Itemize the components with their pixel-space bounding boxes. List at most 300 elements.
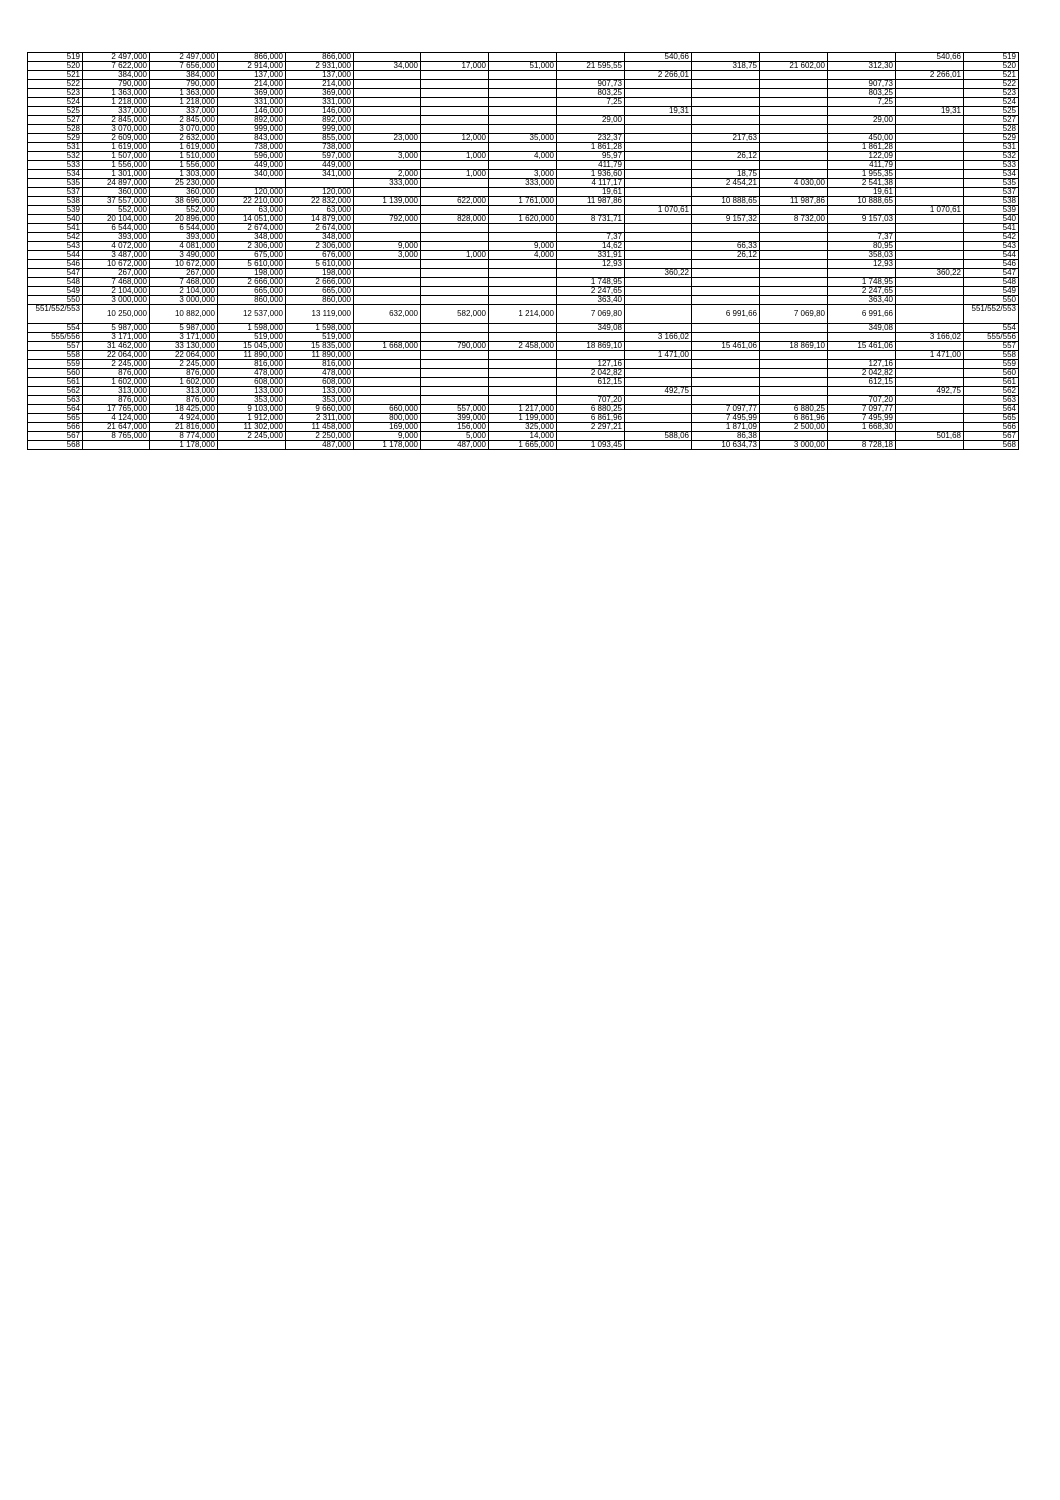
table-cell: 9,000: [489, 242, 557, 251]
table-cell: 855,000: [286, 134, 354, 143]
table-row: [28, 53, 1019, 62]
table-cell: 5 610,000: [286, 260, 354, 269]
table-cell: 2,000: [354, 170, 421, 179]
table-cell: [828, 206, 896, 215]
table-cell: [896, 305, 964, 324]
table-cell: 907,73: [557, 80, 625, 89]
table-cell: [760, 188, 828, 197]
table-cell: 35,000: [489, 134, 557, 143]
table-cell: 707,20: [557, 396, 625, 405]
table-cell: [489, 360, 557, 369]
table-cell: 792,000: [354, 215, 421, 224]
table-cell: 318,75: [692, 62, 760, 71]
table-cell: [354, 278, 421, 287]
table-cell: [760, 351, 828, 360]
table-cell: 7 656,000: [150, 62, 218, 71]
table-cell: [625, 152, 692, 161]
table-cell: [760, 89, 828, 98]
table-cell: 15 461,06: [828, 342, 896, 351]
table-cell: [692, 71, 760, 80]
table-cell: 1 363,000: [83, 89, 150, 98]
table-cell: 876,000: [150, 369, 218, 378]
table-cell: 333,000: [489, 179, 557, 188]
table-cell: 14,000: [489, 432, 557, 441]
table-cell: [489, 296, 557, 305]
table-cell: 156,000: [421, 423, 489, 432]
table-cell: 5 610,000: [218, 260, 286, 269]
table-cell: 7 468,000: [83, 278, 150, 287]
table-cell: [625, 405, 692, 414]
table-cell: 31 462,000: [83, 342, 150, 351]
table-cell: [421, 80, 489, 89]
table-cell: 2 311,000: [286, 414, 354, 423]
table-cell: [421, 387, 489, 396]
table-cell: 1 178,000: [354, 441, 421, 450]
table-cell: 133,000: [286, 387, 354, 396]
table-cell: 21 816,000: [150, 423, 218, 432]
table-cell: 3 166,02: [625, 333, 692, 342]
table-cell: 51,000: [489, 62, 557, 71]
table-cell: 527: [28, 116, 83, 125]
table-row: [28, 242, 1019, 251]
table-cell: 21 602,00: [760, 62, 828, 71]
table-cell: [421, 179, 489, 188]
table-cell: 528: [964, 125, 1019, 134]
table-cell: [692, 143, 760, 152]
table-cell: [760, 224, 828, 233]
table-cell: [218, 179, 286, 188]
table-cell: 539: [964, 206, 1019, 215]
table-cell: 544: [964, 251, 1019, 260]
table-cell: [896, 152, 964, 161]
table-cell: 803,25: [557, 89, 625, 98]
table-cell: 1 070,61: [625, 206, 692, 215]
table-cell: [692, 116, 760, 125]
table-cell: [760, 116, 828, 125]
table-cell: 2 845,000: [150, 116, 218, 125]
table-cell: [354, 53, 421, 62]
table-cell: 544: [28, 251, 83, 260]
table-cell: [760, 378, 828, 387]
table-cell: [692, 387, 760, 396]
table-cell: 478,000: [218, 369, 286, 378]
table-cell: [489, 80, 557, 89]
table-cell: 20 104,000: [83, 215, 150, 224]
table-row: [28, 251, 1019, 260]
table-cell: [828, 432, 896, 441]
table-cell: 738,000: [286, 143, 354, 152]
table-cell: 534: [28, 170, 83, 179]
table-cell: 5 987,000: [83, 324, 150, 333]
table-cell: [354, 116, 421, 125]
table-cell: 1 665,000: [489, 441, 557, 450]
table-cell: 2 104,000: [150, 287, 218, 296]
table-cell: 449,000: [218, 161, 286, 170]
table-cell: 313,000: [83, 387, 150, 396]
table-cell: 33 130,000: [150, 342, 218, 351]
table-row: [28, 98, 1019, 107]
table-row: [28, 197, 1019, 206]
table-cell: 10 672,000: [83, 260, 150, 269]
table-cell: [692, 161, 760, 170]
table-cell: [625, 369, 692, 378]
table-cell: 665,000: [218, 287, 286, 296]
table-cell: 555/556: [28, 333, 83, 342]
table-cell: 22 832,000: [286, 197, 354, 206]
table-cell: 393,000: [150, 233, 218, 242]
table-cell: 14,62: [557, 242, 625, 251]
table-cell: [896, 170, 964, 179]
table-cell: 348,000: [218, 233, 286, 242]
table-row: [28, 206, 1019, 215]
table-cell: [625, 215, 692, 224]
table-cell: 537: [28, 188, 83, 197]
table-cell: [489, 333, 557, 342]
table-cell: [625, 98, 692, 107]
table-cell: [489, 161, 557, 170]
table-cell: [896, 324, 964, 333]
table-cell: [692, 107, 760, 116]
table-cell: 816,000: [218, 360, 286, 369]
table-cell: 3 171,000: [150, 333, 218, 342]
table-cell: 540,66: [625, 53, 692, 62]
table-cell: 675,000: [218, 251, 286, 260]
table-cell: [760, 369, 828, 378]
table-cell: 487,000: [421, 441, 489, 450]
table-cell: [625, 423, 692, 432]
table-cell: [625, 251, 692, 260]
table-cell: 353,000: [286, 396, 354, 405]
table-cell: [760, 432, 828, 441]
table-cell: 133,000: [218, 387, 286, 396]
table-cell: 525: [28, 107, 83, 116]
table-cell: [557, 351, 625, 360]
table-cell: 19,61: [557, 188, 625, 197]
table-cell: [896, 233, 964, 242]
table-cell: 7 622,000: [83, 62, 150, 71]
table-cell: [828, 71, 896, 80]
table-cell: 169,000: [354, 423, 421, 432]
table-cell: 3,000: [354, 251, 421, 260]
table-cell: 582,000: [421, 305, 489, 324]
table-cell: 540: [28, 215, 83, 224]
table-cell: 18 869,10: [557, 342, 625, 351]
table-cell: 1 510,000: [150, 152, 218, 161]
table-cell: [489, 378, 557, 387]
table-cell: 2 674,000: [218, 224, 286, 233]
table-cell: [692, 188, 760, 197]
table-cell: 331,000: [218, 98, 286, 107]
table-cell: 7 069,80: [760, 305, 828, 324]
table-cell: 384,000: [83, 71, 150, 80]
table-cell: 18 425,000: [150, 405, 218, 414]
table-cell: [896, 251, 964, 260]
table-cell: 549: [28, 287, 83, 296]
table-cell: [896, 197, 964, 206]
table-cell: [896, 98, 964, 107]
table-cell: [692, 396, 760, 405]
table-cell: 137,000: [218, 71, 286, 80]
table-cell: 34,000: [354, 62, 421, 71]
table-row: [28, 405, 1019, 414]
table-cell: 8 765,000: [83, 432, 150, 441]
table-cell: 2 245,000: [150, 360, 218, 369]
table-cell: 1 556,000: [150, 161, 218, 170]
table-cell: 384,000: [150, 71, 218, 80]
table-cell: [760, 161, 828, 170]
table-cell: [692, 89, 760, 98]
table-cell: [421, 333, 489, 342]
table-cell: [625, 305, 692, 324]
table-cell: 214,000: [218, 80, 286, 89]
table-cell: 521: [964, 71, 1019, 80]
table-cell: 37 557,000: [83, 197, 150, 206]
table-cell: 1 668,30: [828, 423, 896, 432]
table-cell: 1 139,000: [354, 197, 421, 206]
table-row: [28, 278, 1019, 287]
table-cell: 4 081,000: [150, 242, 218, 251]
table-cell: [692, 360, 760, 369]
table-cell: 2 497,000: [83, 53, 150, 62]
table-cell: 7,37: [557, 233, 625, 242]
table-cell: [625, 233, 692, 242]
table-cell: [760, 107, 828, 116]
table-cell: 531: [964, 143, 1019, 152]
table-cell: [760, 260, 828, 269]
table-cell: [354, 80, 421, 89]
table-cell: 13 119,000: [286, 305, 354, 324]
table-cell: 2 674,000: [286, 224, 354, 233]
table-cell: [354, 287, 421, 296]
table-cell: 1 303,000: [150, 170, 218, 179]
table-cell: 11 890,000: [286, 351, 354, 360]
table-cell: 554: [28, 324, 83, 333]
table-cell: 7 495,99: [692, 414, 760, 423]
table-cell: [828, 224, 896, 233]
table-cell: [489, 188, 557, 197]
table-cell: 3 000,00: [760, 441, 828, 450]
table-cell: [354, 378, 421, 387]
table-cell: 608,000: [286, 378, 354, 387]
table-cell: 2 266,01: [625, 71, 692, 80]
table-row: [28, 432, 1019, 441]
table-cell: [421, 161, 489, 170]
table-cell: 524: [28, 98, 83, 107]
table-cell: 4,000: [489, 152, 557, 161]
table-cell: [421, 260, 489, 269]
table-cell: 563: [964, 396, 1019, 405]
table-row: [28, 188, 1019, 197]
table-cell: 560: [964, 369, 1019, 378]
table-row: [28, 125, 1019, 134]
table-cell: 501,68: [896, 432, 964, 441]
table-cell: 828,000: [421, 215, 489, 224]
table-cell: 531: [28, 143, 83, 152]
table-cell: 566: [28, 423, 83, 432]
table-cell: 331,91: [557, 251, 625, 260]
table-cell: 535: [28, 179, 83, 188]
table-cell: 95,97: [557, 152, 625, 161]
table-cell: 198,000: [218, 269, 286, 278]
table-cell: 588,06: [625, 432, 692, 441]
table-cell: 561: [964, 378, 1019, 387]
table-cell: 550: [28, 296, 83, 305]
table-cell: [692, 260, 760, 269]
table-row: [28, 296, 1019, 305]
table-cell: [557, 387, 625, 396]
table-cell: 1 093,45: [557, 441, 625, 450]
table-cell: 7,25: [557, 98, 625, 107]
table-cell: [421, 278, 489, 287]
table-cell: 29,00: [828, 116, 896, 125]
table-cell: 523: [964, 89, 1019, 98]
table-cell: 2 845,000: [83, 116, 150, 125]
table-cell: [760, 251, 828, 260]
table-cell: 6 861,96: [557, 414, 625, 423]
table-cell: 267,000: [83, 269, 150, 278]
table-cell: [625, 80, 692, 89]
table-cell: 63,000: [218, 206, 286, 215]
table-cell: [354, 360, 421, 369]
table-cell: [421, 53, 489, 62]
table-cell: 12,93: [828, 260, 896, 269]
table-cell: 492,75: [625, 387, 692, 396]
table-cell: 4 072,000: [83, 242, 150, 251]
table-cell: 539: [28, 206, 83, 215]
table-cell: 3 166,02: [896, 333, 964, 342]
table-cell: 551/552/553: [28, 305, 83, 324]
table-cell: [896, 405, 964, 414]
table-cell: [896, 287, 964, 296]
table-cell: [421, 360, 489, 369]
table-cell: [489, 98, 557, 107]
table-cell: 540: [964, 215, 1019, 224]
table-cell: 549: [964, 287, 1019, 296]
table-cell: [760, 278, 828, 287]
table-cell: [354, 324, 421, 333]
table-cell: 522: [964, 80, 1019, 89]
table-cell: [692, 53, 760, 62]
table-cell: 866,000: [218, 53, 286, 62]
table-row: [28, 360, 1019, 369]
table-cell: 8 732,00: [760, 215, 828, 224]
table-cell: 127,16: [828, 360, 896, 369]
table-cell: 20 896,000: [150, 215, 218, 224]
table-cell: 1 912,000: [218, 414, 286, 423]
table-cell: [692, 296, 760, 305]
table-cell: [557, 107, 625, 116]
table-cell: 450,00: [828, 134, 896, 143]
table-cell: 1 620,000: [489, 215, 557, 224]
table-cell: [218, 441, 286, 450]
data-table: [27, 52, 1019, 450]
table-cell: [557, 333, 625, 342]
table-cell: [760, 242, 828, 251]
table-cell: [896, 224, 964, 233]
table-cell: [354, 396, 421, 405]
table-row: [28, 378, 1019, 387]
table-cell: 23,000: [354, 134, 421, 143]
table-cell: [557, 206, 625, 215]
table-cell: [354, 351, 421, 360]
table-cell: [896, 441, 964, 450]
table-cell: 337,000: [83, 107, 150, 116]
table-cell: [421, 188, 489, 197]
table-cell: 2 666,000: [286, 278, 354, 287]
table-cell: 532: [964, 152, 1019, 161]
table-cell: [896, 278, 964, 287]
table-cell: [760, 125, 828, 134]
table-cell: 1,000: [421, 152, 489, 161]
table-cell: [896, 62, 964, 71]
table-cell: [692, 351, 760, 360]
table-cell: 2 104,000: [83, 287, 150, 296]
table-cell: 2 454,21: [692, 179, 760, 188]
table-cell: 7 495,99: [828, 414, 896, 423]
table-cell: 214,000: [286, 80, 354, 89]
table-cell: 80,95: [828, 242, 896, 251]
table-row: [28, 396, 1019, 405]
table-cell: [828, 107, 896, 116]
table-cell: 369,000: [218, 89, 286, 98]
table-cell: 1 178,000: [150, 441, 218, 450]
table-cell: [896, 414, 964, 423]
table-cell: 10 634,73: [692, 441, 760, 450]
table-cell: [896, 260, 964, 269]
table-cell: [760, 360, 828, 369]
table-cell: 10 672,000: [150, 260, 218, 269]
table-cell: [354, 206, 421, 215]
table-cell: 10 888,65: [828, 197, 896, 206]
table-cell: 4,000: [489, 251, 557, 260]
table-cell: 9,000: [354, 242, 421, 251]
table-cell: 15 045,000: [218, 342, 286, 351]
table-cell: 3 070,000: [150, 125, 218, 134]
table-cell: 3 171,000: [83, 333, 150, 342]
table-cell: 2 500,00: [760, 423, 828, 432]
table-cell: 622,000: [421, 197, 489, 206]
table-cell: [692, 369, 760, 378]
table-cell: [760, 269, 828, 278]
table-cell: [896, 116, 964, 125]
table-cell: [625, 143, 692, 152]
table-cell: 1 217,000: [489, 405, 557, 414]
table-cell: [828, 333, 896, 342]
table-cell: 1 218,000: [150, 98, 218, 107]
table-cell: 313,000: [150, 387, 218, 396]
table-cell: 548: [964, 278, 1019, 287]
table-cell: 550: [964, 296, 1019, 305]
table-cell: 559: [964, 360, 1019, 369]
table-cell: [828, 387, 896, 396]
table-cell: 122,09: [828, 152, 896, 161]
table-cell: 449,000: [286, 161, 354, 170]
table-cell: 1 871,09: [692, 423, 760, 432]
table-cell: [625, 378, 692, 387]
table-cell: [760, 152, 828, 161]
table-cell: [828, 125, 896, 134]
table-cell: 369,000: [286, 89, 354, 98]
table-cell: 564: [28, 405, 83, 414]
table-cell: [421, 296, 489, 305]
table-cell: 1 598,000: [286, 324, 354, 333]
table-cell: 7 097,77: [692, 405, 760, 414]
table-cell: [692, 233, 760, 242]
table-cell: 876,000: [150, 396, 218, 405]
table-cell: 892,000: [218, 116, 286, 125]
table-cell: 1 936,60: [557, 170, 625, 179]
table-cell: 25 230,000: [150, 179, 218, 188]
